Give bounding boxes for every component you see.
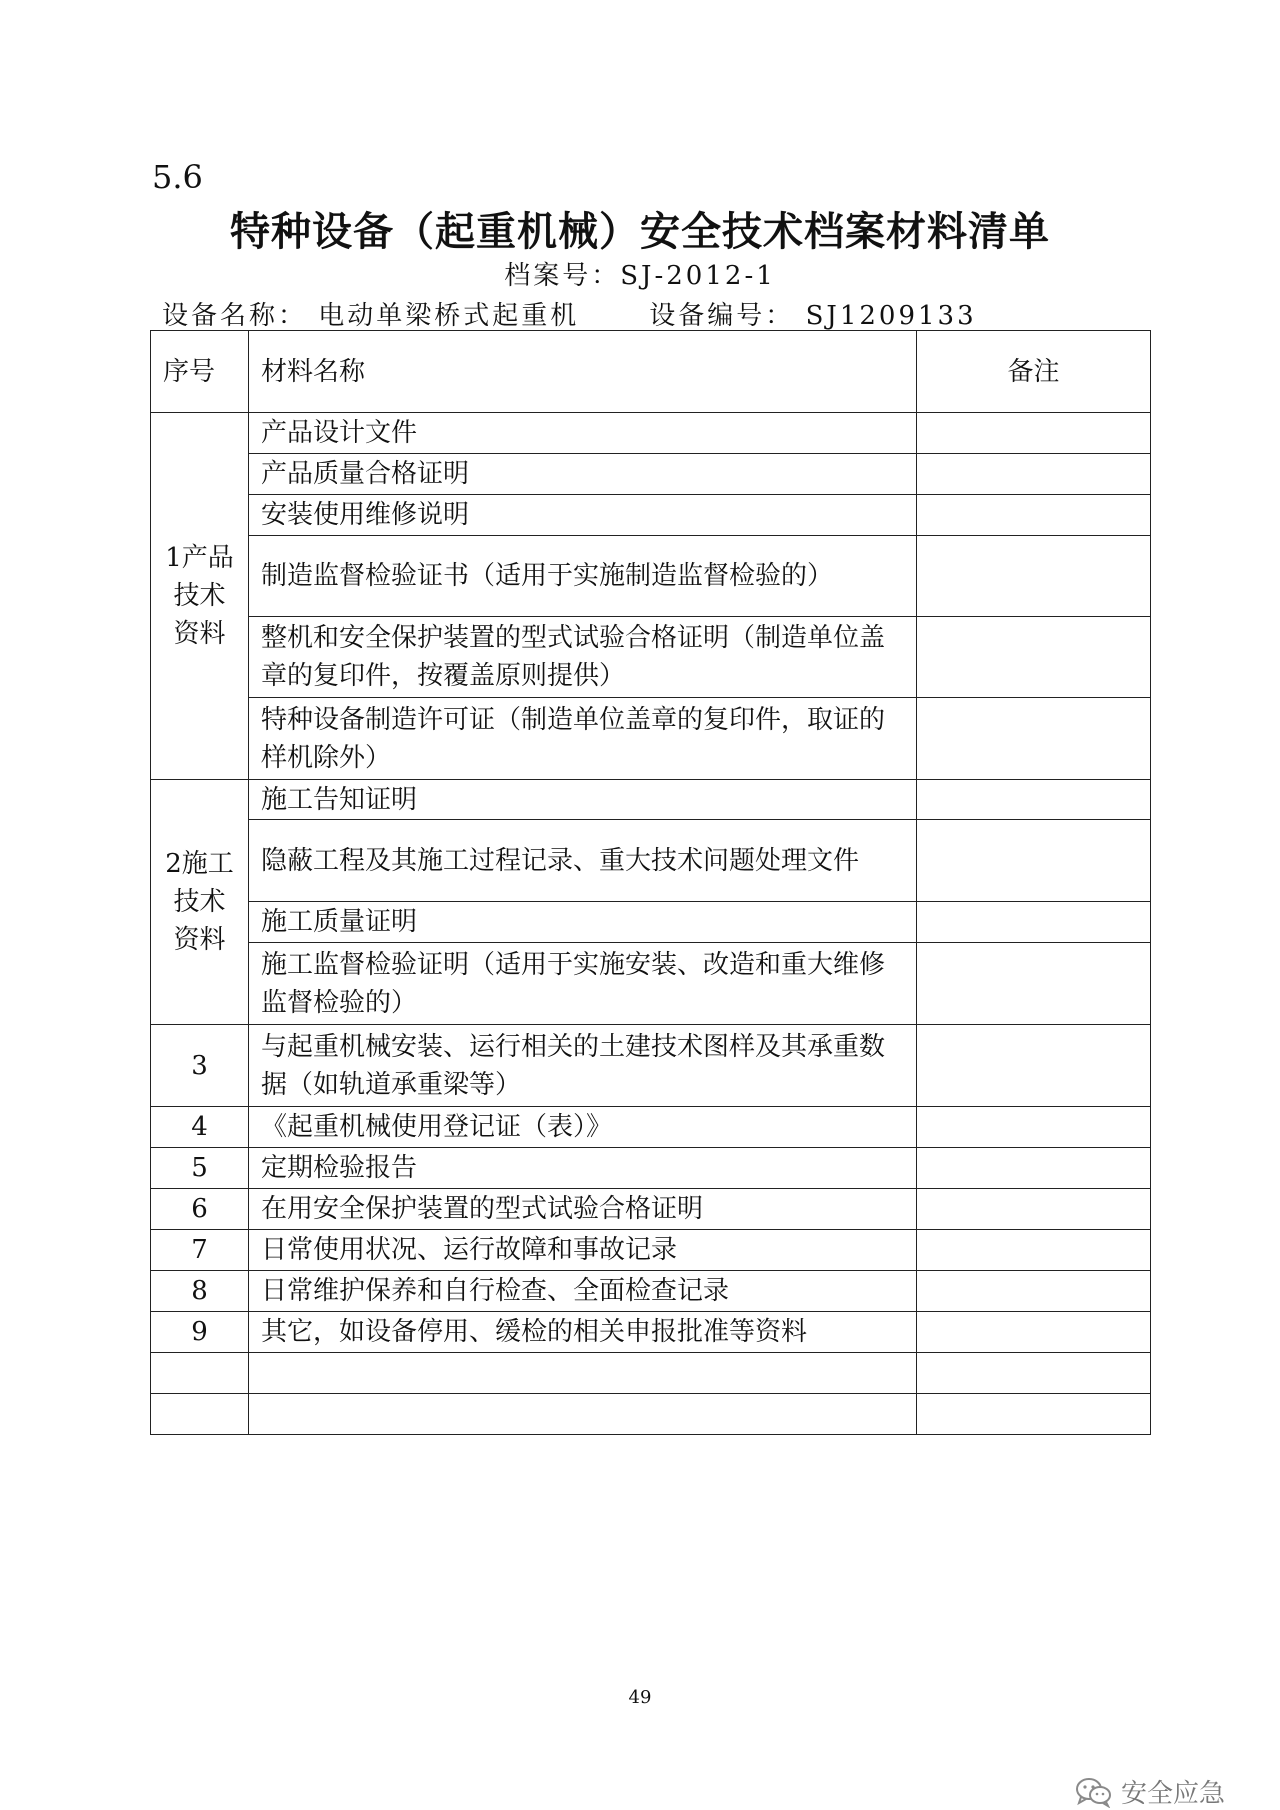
table-row [151, 454, 1151, 495]
material-cell [249, 1353, 917, 1394]
table-row [151, 1189, 1151, 1230]
remark-cell [917, 1394, 1151, 1435]
table-row [151, 1107, 1151, 1148]
table-row [151, 1025, 1151, 1107]
archive-label: 档案号： [504, 261, 621, 291]
seq-cell: 9 [151, 1312, 249, 1353]
page-number: 49 [628, 1687, 652, 1708]
equipment-no-value: SJ1209133 [805, 301, 977, 331]
seq-cell: 5 [151, 1148, 249, 1189]
material-cell: 在用安全保护装置的型式试验合格证明 [249, 1189, 917, 1230]
group-label-construction: 2施工技术资料 [151, 780, 249, 1025]
table-row [151, 780, 1151, 820]
header-material: 材料名称 [249, 331, 917, 413]
table-row [151, 617, 1151, 698]
header-remark: 备注 [917, 331, 1151, 413]
table-row [151, 1230, 1151, 1271]
equipment-name-value: 电动单梁桥式起重机 [318, 301, 580, 331]
material-cell: 产品设计文件 [249, 413, 917, 454]
seq-cell [151, 1353, 249, 1394]
table-row-empty [151, 1353, 1151, 1394]
material-cell: 日常使用状况、运行故障和事故记录 [249, 1230, 917, 1271]
archive-number [0, 255, 1280, 292]
table-row-empty [151, 1394, 1151, 1435]
remark-cell [917, 413, 1151, 454]
equipment-name-label: 设备名称： [162, 301, 308, 331]
remark-cell [917, 1312, 1151, 1353]
header-seq: 序号 [151, 331, 249, 413]
material-cell: 隐蔽工程及其施工过程记录、重大技术问题处理文件 [249, 820, 917, 902]
remark-cell [917, 1353, 1151, 1394]
remark-cell [917, 1107, 1151, 1148]
watermark-text: 安全应急 [1121, 1779, 1226, 1809]
seq-cell: 6 [151, 1189, 249, 1230]
group-label-product: 1产品技术资料 [151, 413, 249, 780]
remark-cell [917, 780, 1151, 820]
material-cell [249, 1394, 917, 1435]
remark-cell [917, 1148, 1151, 1189]
material-cell: 日常维护保养和自行检查、全面检查记录 [249, 1271, 917, 1312]
remark-cell [917, 902, 1151, 943]
seq-cell [151, 1394, 249, 1435]
seq-cell: 4 [151, 1107, 249, 1148]
material-cell: 整机和安全保护装置的型式试验合格证明（制造单位盖章的复印件，按覆盖原则提供） [249, 617, 917, 698]
material-cell: 定期检验报告 [249, 1148, 917, 1189]
seq-cell: 7 [151, 1230, 249, 1271]
table-row [151, 902, 1151, 943]
archive-value: SJ-2012-1 [620, 261, 776, 291]
remark-cell [917, 1271, 1151, 1312]
table-row [151, 495, 1151, 536]
remark-cell [917, 1189, 1151, 1230]
remark-cell [917, 1230, 1151, 1271]
material-cell: 制造监督检验证书（适用于实施制造监督检验的） [249, 536, 917, 617]
page-title: 特种设备（起重机械）安全技术档案材料清单 [230, 208, 1050, 255]
remark-cell [917, 1025, 1151, 1107]
remark-cell [917, 617, 1151, 698]
wechat-icon [1075, 1776, 1113, 1808]
table-row [151, 1271, 1151, 1312]
material-cell: 与起重机械安装、运行相关的土建技术图样及其承重数据（如轨道承重梁等） [249, 1025, 917, 1107]
materials-table [150, 330, 1151, 1435]
material-cell: 施工监督检验证明（适用于实施安装、改造和重大维修监督检验的） [249, 943, 917, 1025]
material-cell: 施工告知证明 [249, 780, 917, 820]
remark-cell [917, 820, 1151, 902]
seq-cell: 3 [151, 1025, 249, 1107]
table-row [151, 698, 1151, 780]
material-cell: 特种设备制造许可证（制造单位盖章的复印件，取证的样机除外） [249, 698, 917, 780]
remark-cell [917, 943, 1151, 1025]
material-cell: 其它，如设备停用、缓检的相关申报批准等资料 [249, 1312, 917, 1353]
remark-cell [917, 454, 1151, 495]
table-row [151, 1312, 1151, 1353]
seq-cell: 8 [151, 1271, 249, 1312]
remark-cell [917, 536, 1151, 617]
remark-cell [917, 495, 1151, 536]
table-row [151, 1148, 1151, 1189]
material-cell: 施工质量证明 [249, 902, 917, 943]
equipment-no-label: 设备编号： [649, 301, 795, 331]
watermark [1075, 1773, 1225, 1810]
remark-cell [917, 698, 1151, 780]
table-header-row [151, 331, 1151, 413]
table-row [151, 820, 1151, 902]
table-row [151, 943, 1151, 1025]
equipment-info [162, 295, 977, 332]
table-row [151, 536, 1151, 617]
material-cell: 产品质量合格证明 [249, 454, 917, 495]
section-number: 5.6 [152, 158, 203, 196]
table-row [151, 413, 1151, 454]
material-cell: 《起重机械使用登记证（表）》 [249, 1107, 917, 1148]
material-cell: 安装使用维修说明 [249, 495, 917, 536]
